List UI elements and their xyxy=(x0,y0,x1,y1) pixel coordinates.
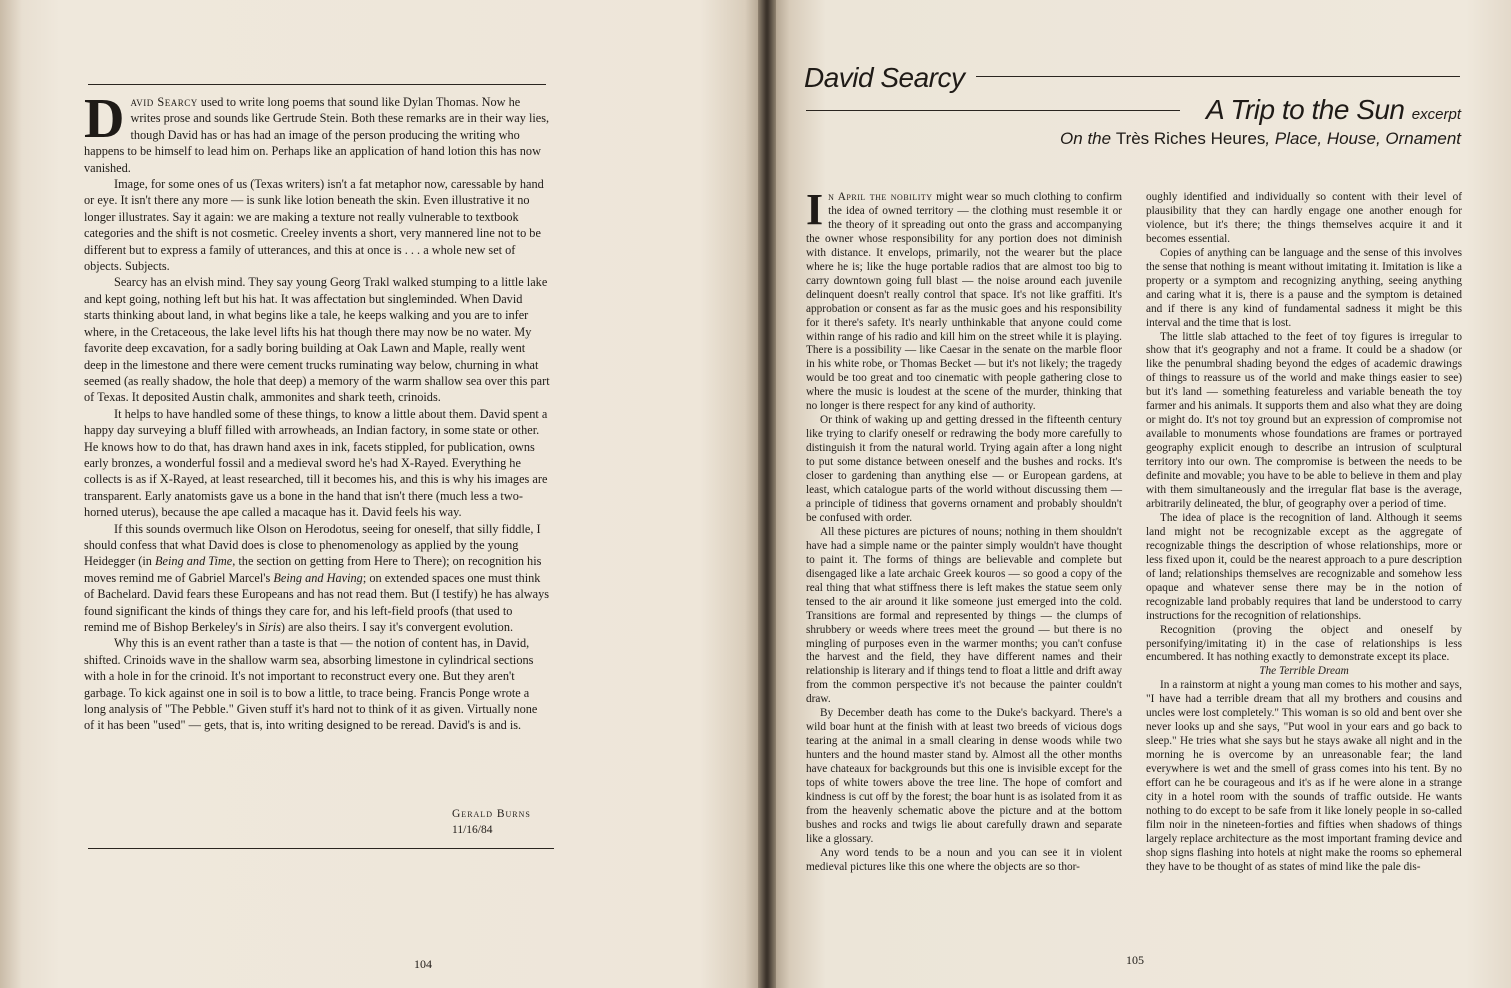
drop-cap: D xyxy=(84,88,125,150)
page-number: 105 xyxy=(1126,953,1144,967)
signature-date: 11/16/84 xyxy=(452,824,493,836)
body-paragraph: Any word tends to be a noun and you can see it in violent medieval pictures like this one where the objects are so thor- xyxy=(806,846,1122,873)
top-rule xyxy=(88,84,546,85)
body-paragraph: Or think of waking up and getting dressed in the fifteenth century like trying to clarify oneself or redrawing the body more carefully to distinguish it from the natural world. Trying again after a long night to put some distance between oneself and the bushes and rocks. It's closer to gardening than anything else — or European gardens, at least, which catalogue parts of the world without discussing them — a principle of tidiness that governs ornament and probably shouldn't be confused with order. xyxy=(806,414,1122,524)
bottom-rule xyxy=(88,848,554,849)
body-paragraph: In April the nobility might wear so much clothing to confirm the idea of owned territory — the clothing must resemble it or the theory of it spreading out onto the grass and accompanying the owner whose responsibility for any portion does not diminish with distance. It envelops, primarily, not the wearer but the place where he is; like the huge portable radios that are almost too big to carry downtown going full blast — the noise around each juvenile delinquent doesn't really control that space. It's not like graffiti. It's approbation or consent as far as the music goes and his responsibility for it there's safety. It's nearly unthinkable that anyone could come within range of his radio and kill him on the street while it is playing. There is a possibility — like Caesar in the senate on the marble floor in his white robe, or Thomas Becket — but it's not likely; the tragedy would be too great and too cinematic with people gathering close to where the music is loudest at the scene of the murder, thinking that no longer is there respect for any kind of authority. xyxy=(806,185,1122,413)
work-title: A Trip to the Sun excerpt xyxy=(1206,94,1461,125)
drop-cap: I xyxy=(806,185,824,234)
signature-block xyxy=(452,806,531,838)
intro-paragraph: David Searcy used to write long poems that sound like Dylan Thomas. Now he writes prose and sounds like Gertrude Stein. Both these remarks are in their way lies, though David has or has had an image of the person producing the writing who happens to be himself to lead him on. Perhaps like an application of hand lotion this has now vanished. xyxy=(84,88,550,175)
page-number: 104 xyxy=(414,957,432,971)
text-column-2 xyxy=(1146,191,1462,875)
work-subtitle: On the Très Riches Heures, Place, House, Ornament xyxy=(1060,129,1461,148)
introduction-text xyxy=(84,88,550,734)
book-gutter xyxy=(758,0,776,988)
body-paragraph: All these pictures are pictures of nouns; nothing in them shouldn't have had a simple name or the painter simply wouldn't have thought to paint it. The forms of things are believable and complete but disengaged like a late archaic Greek kouros — so good a copy of the real thing that what stiffness there is left makes the statue seem only tensed to the air around it like someone just emerged into the cold. Transitions are formal and represented by things — the clumps of shrubbery or weeds where trees meet the ground — but there is no mingling of purposes even in the warmer months; you can't confuse the harvest and the field, they have different names and their relationship is literary and if things tend to float a little and drift away from the common perspective it's not because the painter couldn't draw. xyxy=(806,525,1122,706)
section-heading: The Terrible Dream xyxy=(1259,665,1349,678)
body-paragraph: oughly identified and individually so content with their level of plausibility that they can hardly engage one another enough for violence, but it's there; the things themselves acquire it and it becomes essential. xyxy=(1146,191,1462,245)
body-paragraph: By December death has come to the Duke's backyard. There's a wild boar hunt at the finish with at least two breeds of vicious dogs tearing at the animal in a small clearing in dense woods while two hunters and the hound master stand by. Almost all the other months have chateaux for backgrounds but this one is invisible except for the tops of white towers above the tree line. The hope of comfort and kindness is cut off by the forest; the boar hunt is as isolated from it as from the heavenly schematic above the picture and at the bottom bushes and rocks and twigs lie about carefully drawn and separate like a glossary. xyxy=(806,707,1122,845)
body-paragraph: In a rainstorm at night a young man comes to his mother and says, "I have had a terrible dream that all my brothers and cousins and uncles were lost completely." This woman is so old and bent over she never looks up and she says, "Put wool in your ears and go back to sleep." He tries what she says but he stays awake all night and in the morning he is overcome by an unreasonable fear; the land everywhere is wet and the smell of grass comes into his tent. By no effort can he be courageous and it's as if he were alone in a strange city in a hotel room with the sounds of traffic outside. He wants nothing to do except to be safe from it like lonely people in so-called film noir in the nineteen-forties and fifties when shadows of things largely replace architecture as the most important framing device and shop signs flashing into hotels at night make the rooms so ephemeral they have to be thought of as states of mind like the pale dis- xyxy=(1146,679,1462,873)
body-paragraph: Recognition (proving the object and oneself by personifying/imitating it) in the case of relationships is less encumbered. It has nothing exactly to demonstrate except its place. xyxy=(1146,623,1462,664)
intro-paragraph: If this sounds overmuch like Olson on Herodotus, seeing for oneself, that silly fiddle, I should confess that what David does is close to phenomenology as applied by the young Heidegger (in Being and Time, the section on getting from Here to There); on recognition his moves remind me of Gabriel Marcel's Being and Having; on extended spaces one must think of Bachelard. David fears these Europeans and has not read them. But (I testify) he has always found significant the kinds of things they care for, and his left-field proofs (that used to remind me of Bishop Berkeley's in Siris) are also theirs. I say it's convergent evolution. xyxy=(84,521,550,634)
title-rule xyxy=(806,110,1180,111)
body-paragraph: Copies of anything can be language and the sense of this involves the sense that nothing is meant without imitating it. Imitation is like a property or a symptom and recognizing anything, seeing anything and caring what it is, there is a pause and the symptom is detained and if there is any kind of fundamental sadness it might be this interval and the time that is lost. xyxy=(1146,246,1462,329)
body-paragraph: The idea of place is the recognition of land. Although it seems land might not be recognizable except as the aggregate of recognizable things the description of whose relationships, more or less fixed upon it, could be the nearest approach to a pure description of land; relationships themselves are recognizable and somehow less opaque and whatever sense there may be in the notion of recognizable land probably requires that land be understood to carry instructions for the recognition of relationships. xyxy=(1146,511,1462,622)
title-rule xyxy=(976,76,1460,77)
intro-paragraph: Why this is an event rather than a taste is that — the notion of content has, in David, shifted. Crinoids wave in the shallow warm sea, absorbing limestone in cylindrical sections with a hole in for the crinoid. It's not important to reconstruct every one. But they aren't garbage. To kick against one in soil is to bow a little, to trace being. Francis Ponge wrote a long analysis of "The Pebble." Given stuff it's hard not to think of it as given. Virtually none of it has been "used" — gets, that is, into writing designed to be reread. David's is and is. xyxy=(84,636,538,733)
text-column-1 xyxy=(806,185,1122,875)
intro-paragraph: Image, for some ones of us (Texas writers) isn't a fat metaphor now, caressable by hand or eye. It isn't there any more — is sunk like lotion beneath the skin. Even illustrative it no longer illustrates. Say it again: we are making a texture not really vulnerable to textbook categories and the shift is not cosmetic. Creeley invents a short, very mannered line not to be different but to express a family of utterances, and this at once is . . . a whole new set of objects. Subjects. xyxy=(84,177,544,274)
signature-name: Gerald Burns xyxy=(452,808,531,820)
body-paragraph: The little slab attached to the feet of toy figures is irregular to show that it's geography and not a frame. It could be a shadow (or like the penumbral shading beyond the edges of academic drawings of things to reassure us of the world and make things easier to see) but it's land — something featureless and variable beneath the toy farmer and his animals. It supports them and also what they are doing or might do. It's not toy ground but an expression of compromise not available to monuments whose foundations are frames or portrayed geography explicit enough to describe an intrusion of sculptural territory into our own. The compromise is between the needs to be definite and movable; you have to be able to believe in them and play with them simultaneously and the irregular flat base is the average, arbitrarily delineated, the blur, of geography over a period of time. xyxy=(1146,330,1462,510)
author-name: David Searcy xyxy=(804,62,965,93)
intro-paragraph: Searcy has an elvish mind. They say young Georg Trakl walked stumping to a little lake and kept going, nothing left but his hat. It was affectation but singleminded. When David starts thinking about land, in what begins like a tale, he keeps walking and you are to infer where, in the Cretaceous, the lake level lifts his hat though there may now be no water. My favorite deep excavation, for a sadly boring building at Oak Lawn and Maple, really went deep in the limestone and there were cement trucks ruminating way below, churning in what seemed (as really shadow, the hole that deep) a memory of the warm shallow sea over this part of Texas. It deposited Austin chalk, ammonites and shark teeth, crinoids. xyxy=(84,275,550,405)
intro-paragraph: It helps to have handled some of these things, to know a little about them. David spent a happy day surveying a bluff filled with arrowheads, an Indian factory, in some state or other. He knows how to do that, has drawn hand axes in ink, facets stippled, for publication, owns early bronzes, a wonderful fossil and a medieval sword he's had X-Rayed. Everything he collects is as if X-Rayed, at least researched, till it becomes his, and this is why his images are transparent. Early anatomists gave us a bone in the hand that isn't there (much less a two-horned uterus), because the ape called a macaque has it. David feels his way. xyxy=(84,406,548,520)
